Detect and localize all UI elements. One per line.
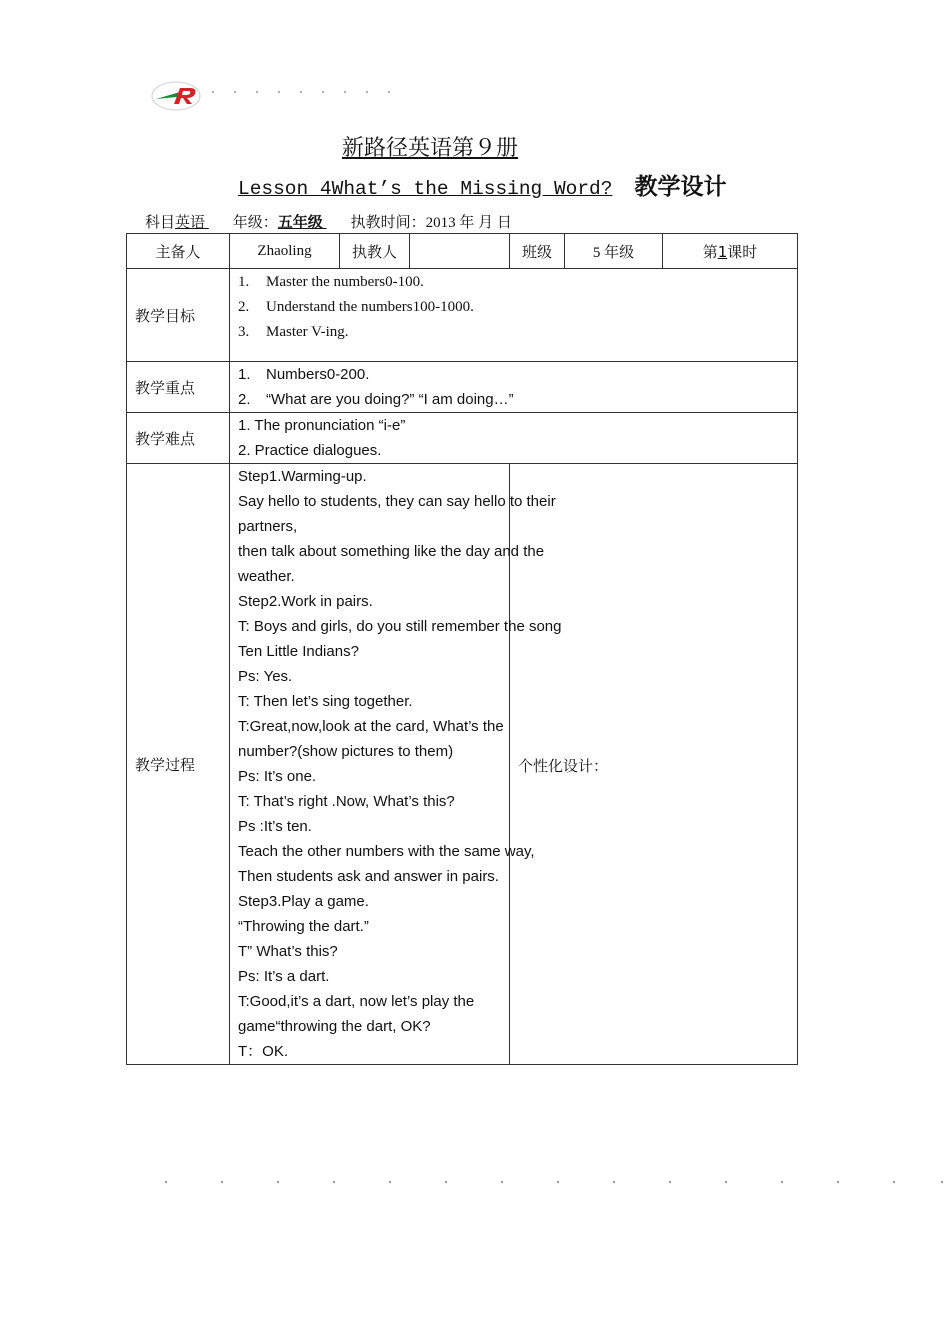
process-line: Ps: It’s one. bbox=[238, 768, 317, 785]
publisher-logo-icon bbox=[150, 80, 202, 112]
table-row-difficulties bbox=[127, 413, 798, 464]
process-line: T: Then let’s sing together. bbox=[238, 693, 413, 710]
lesson-title-en: Lesson 4What’s the Missing Word? bbox=[238, 178, 613, 200]
process-line: Step2.Work in pairs. bbox=[238, 593, 373, 610]
process-line: T:Great,now,look at the card, What’s the bbox=[238, 718, 504, 735]
process-line: Step1.Warming-up. bbox=[238, 468, 367, 485]
list-item: 3. Master V-ing. bbox=[238, 324, 349, 340]
lesson-plan-table bbox=[126, 233, 798, 1065]
process-line: number?(show pictures to them) bbox=[238, 743, 454, 760]
period-cell: 第1课时 bbox=[663, 234, 798, 269]
grade-value: 五年级 bbox=[277, 215, 323, 231]
process-line: partners, bbox=[238, 518, 298, 535]
subject-value: 英语 bbox=[175, 215, 206, 231]
process-line: T：OK. bbox=[238, 1043, 289, 1060]
process-label: 教学过程 bbox=[127, 464, 230, 1065]
table-row-objectives bbox=[127, 269, 798, 362]
list-item: 2. Practice dialogues. bbox=[238, 442, 382, 459]
list-item: 1. Master the numbers0-100. bbox=[238, 274, 424, 290]
process-line: Ps :It’s ten. bbox=[238, 818, 312, 835]
process-line: then talk about something like the day and the bbox=[238, 543, 545, 560]
process-line: Ps: It’s a dart. bbox=[238, 968, 330, 985]
objectives-list bbox=[230, 269, 798, 362]
period-number: 1 bbox=[717, 242, 728, 261]
teacher-value bbox=[410, 234, 510, 269]
process-line: “Throwing the dart.” bbox=[238, 918, 369, 935]
preparer-label: 主备人 bbox=[127, 234, 230, 269]
lesson-title bbox=[238, 168, 726, 201]
lesson-title-zh: 教学设计 bbox=[634, 174, 727, 200]
table-row-key-points bbox=[127, 362, 798, 413]
difficulties-label: 教学难点 bbox=[127, 413, 230, 464]
process-content bbox=[230, 464, 562, 1065]
preparer-value: Zhaoling bbox=[230, 234, 340, 269]
process-line: game“throwing the dart, OK? bbox=[238, 1018, 431, 1035]
subject-label: 科目 bbox=[145, 215, 176, 231]
list-item: 1. The pronunciation “i-e” bbox=[238, 417, 406, 434]
class-value: 5 年级 bbox=[565, 234, 663, 269]
table-row-header-info bbox=[127, 234, 798, 269]
footer-decoration-dots bbox=[165, 1181, 945, 1185]
header-decoration-dots bbox=[212, 91, 402, 95]
process-line: Teach the other numbers with the same way, bbox=[238, 843, 535, 860]
list-item: 1. Numbers0-200. bbox=[238, 366, 370, 383]
key-points-list bbox=[230, 362, 798, 413]
process-line: T: Boys and girls, do you still remember the song bbox=[238, 618, 562, 635]
table-row-process bbox=[127, 464, 798, 1065]
list-item: 2. Understand the numbers100-1000. bbox=[238, 299, 474, 315]
teacher-label: 执教人 bbox=[340, 234, 410, 269]
process-line: T:Good,it’s a dart, now let’s play the bbox=[238, 993, 475, 1010]
list-item: 2. “What are you doing?” “I am doing…” bbox=[238, 391, 514, 408]
process-line: T: That’s right .Now, What’s this? bbox=[238, 793, 455, 810]
key-points-label: 教学重点 bbox=[127, 362, 230, 413]
process-line: weather. bbox=[238, 568, 295, 585]
process-line: Then students ask and answer in pairs. bbox=[238, 868, 499, 885]
difficulties-list bbox=[230, 413, 798, 464]
grade-label: 年级： bbox=[232, 215, 278, 231]
document-title: 新路径英语第９册 bbox=[341, 136, 518, 161]
objectives-label: 教学目标 bbox=[127, 269, 230, 362]
time-label: 执教时间：2013 年 月 日 bbox=[350, 215, 512, 231]
process-line: Step3.Play a game. bbox=[238, 893, 369, 910]
meta-line bbox=[145, 211, 512, 232]
process-line: T” What’s this? bbox=[238, 943, 338, 960]
process-line: Say hello to students, they can say hello to their bbox=[238, 493, 556, 510]
process-line: Ps: Yes. bbox=[238, 668, 293, 685]
personalized-design: 个性化设计： bbox=[510, 464, 798, 1065]
class-label: 班级 bbox=[510, 234, 565, 269]
process-line: Ten Little Indians? bbox=[238, 643, 359, 660]
